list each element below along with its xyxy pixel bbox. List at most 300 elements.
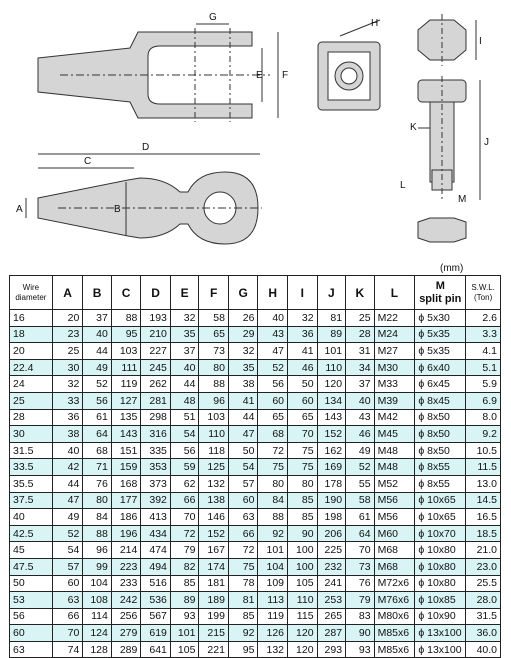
- table-cell: 46: [346, 426, 375, 443]
- dim-label-a: A: [16, 204, 23, 215]
- fork-socket-view: [38, 24, 278, 122]
- table-cell: 36: [288, 326, 318, 343]
- column-header: K: [346, 276, 375, 310]
- table-cell: 9.2: [466, 426, 501, 443]
- table-cell: 190: [317, 492, 346, 509]
- table-cell: 48: [170, 392, 199, 409]
- table-cell: 47.5: [10, 558, 53, 575]
- table-cell: 32: [228, 343, 258, 360]
- pin-view: [418, 14, 480, 242]
- table-row: [10, 608, 501, 625]
- table-cell: 100: [288, 558, 318, 575]
- table-cell: M68: [374, 542, 415, 559]
- table-cell: 124: [83, 625, 112, 642]
- table-cell: 641: [141, 641, 171, 658]
- table-cell: 104: [83, 575, 112, 592]
- table-row: [10, 592, 501, 609]
- table-cell: 40: [10, 509, 53, 526]
- table-cell: 85: [228, 608, 258, 625]
- table-cell: 25: [52, 343, 83, 360]
- table-row: [10, 326, 501, 343]
- table-cell: 373: [141, 475, 171, 492]
- table-cell: 33: [52, 392, 83, 409]
- table-cell: 66: [170, 492, 199, 509]
- dim-label-m: M: [458, 194, 467, 205]
- table-cell: 265: [317, 608, 346, 625]
- table-cell: M72x6: [374, 575, 415, 592]
- table-cell: 5.9: [466, 376, 501, 393]
- dim-label-b: B: [114, 204, 121, 215]
- table-cell: 80: [288, 475, 318, 492]
- column-header: C: [111, 276, 141, 310]
- table-cell: 88: [258, 509, 288, 526]
- table-cell: 47: [228, 426, 258, 443]
- table-cell: 114: [83, 608, 112, 625]
- table-cell: 105: [170, 641, 199, 658]
- table-cell: 8.0: [466, 409, 501, 426]
- table-cell: M76x6: [374, 592, 415, 609]
- table-cell: 413: [141, 509, 171, 526]
- table-cell: 40: [346, 392, 375, 409]
- table-cell: 66: [228, 525, 258, 542]
- table-cell: 335: [141, 442, 171, 459]
- table-cell: M85x6: [374, 625, 415, 642]
- table-cell: 68: [258, 426, 288, 443]
- table-row: [10, 542, 501, 559]
- table-cell: 143: [111, 426, 141, 443]
- table-cell: ϕ 10x80: [415, 558, 466, 575]
- table-cell: 159: [111, 459, 141, 476]
- dim-label-k: K: [410, 122, 417, 133]
- table-row: [10, 376, 501, 393]
- table-cell: 37.5: [10, 492, 53, 509]
- table-row: [10, 492, 501, 509]
- table-cell: 95: [228, 641, 258, 658]
- column-header: D: [141, 276, 171, 310]
- table-cell: 47: [258, 343, 288, 360]
- table-cell: 353: [141, 459, 171, 476]
- table-cell: 61: [346, 509, 375, 526]
- table-cell: M56: [374, 509, 415, 526]
- table-cell: 103: [199, 409, 229, 426]
- table-cell: 49: [83, 359, 112, 376]
- table-cell: 73: [199, 343, 229, 360]
- table-cell: ϕ 8x45: [415, 392, 466, 409]
- column-header: S.W.L. (Ton): [466, 276, 501, 310]
- table-cell: 167: [199, 542, 229, 559]
- table-cell: 40: [170, 359, 199, 376]
- table-cell: 80: [83, 492, 112, 509]
- table-cell: M56: [374, 492, 415, 509]
- table-cell: 298: [141, 409, 171, 426]
- table-cell: 70: [346, 542, 375, 559]
- table-cell: 206: [317, 525, 346, 542]
- table-cell: ϕ 8x50: [415, 426, 466, 443]
- table-cell: 3.3: [466, 326, 501, 343]
- table-cell: 174: [199, 558, 229, 575]
- table-cell: 58: [199, 310, 229, 327]
- table-cell: 242: [111, 592, 141, 609]
- table-row: [10, 459, 501, 476]
- table-cell: 434: [141, 525, 171, 542]
- specification-table: [9, 275, 501, 658]
- table-cell: 169: [317, 459, 346, 476]
- table-cell: 189: [199, 592, 229, 609]
- table-cell: 31: [346, 343, 375, 360]
- dim-label-d: D: [142, 142, 150, 153]
- table-row: [10, 525, 501, 542]
- dim-label-c: C: [84, 156, 92, 167]
- technical-drawing: [0, 0, 511, 262]
- column-header: I: [288, 276, 318, 310]
- table-cell: ϕ 8x50: [415, 442, 466, 459]
- table-cell: 68: [83, 442, 112, 459]
- table-cell: 60: [228, 492, 258, 509]
- table-row: [10, 558, 501, 575]
- table-cell: 85: [170, 575, 199, 592]
- table-cell: 32: [52, 376, 83, 393]
- table-cell: 61: [83, 409, 112, 426]
- table-cell: 223: [111, 558, 141, 575]
- table-cell: 85: [288, 509, 318, 526]
- table-cell: 35: [170, 326, 199, 343]
- table-cell: 64: [346, 525, 375, 542]
- table-cell: 55: [346, 475, 375, 492]
- table-cell: 198: [317, 509, 346, 526]
- table-cell: 66: [52, 608, 83, 625]
- table-cell: 178: [317, 475, 346, 492]
- table-cell: 127: [111, 392, 141, 409]
- table-cell: 49: [52, 509, 83, 526]
- table-cell: 38: [228, 376, 258, 393]
- column-header: E: [170, 276, 199, 310]
- table-cell: 232: [317, 558, 346, 575]
- table-cell: 33.5: [10, 459, 53, 476]
- table-cell: 5.1: [466, 359, 501, 376]
- table-cell: 36.0: [466, 625, 501, 642]
- table-cell: 177: [111, 492, 141, 509]
- table-cell: 44: [228, 409, 258, 426]
- table-cell: 199: [199, 608, 229, 625]
- table-cell: 221: [199, 641, 229, 658]
- column-header: A: [52, 276, 83, 310]
- table-cell: 567: [141, 608, 171, 625]
- table-cell: 43: [258, 326, 288, 343]
- table-cell: 51: [170, 409, 199, 426]
- table-cell: 101: [170, 625, 199, 642]
- table-cell: 89: [317, 326, 346, 343]
- table-cell: M27: [374, 343, 415, 360]
- table-cell: 168: [111, 475, 141, 492]
- table-cell: ϕ 10x85: [415, 592, 466, 609]
- table-cell: 54: [170, 426, 199, 443]
- column-header: J: [317, 276, 346, 310]
- table-cell: 37: [83, 310, 112, 327]
- table-cell: 76: [83, 475, 112, 492]
- table-cell: 105: [288, 575, 318, 592]
- table-cell: 316: [141, 426, 171, 443]
- table-cell: M80x6: [374, 608, 415, 625]
- table-cell: 40: [83, 326, 112, 343]
- table-cell: 58: [346, 492, 375, 509]
- column-header: L: [374, 276, 415, 310]
- table-row: [10, 392, 501, 409]
- table-cell: 22.4: [10, 359, 53, 376]
- table-cell: M42: [374, 409, 415, 426]
- table-cell: 103: [111, 343, 141, 360]
- table-row: [10, 575, 501, 592]
- table-cell: 31.5: [466, 608, 501, 625]
- table-cell: 31.5: [10, 442, 53, 459]
- table-cell: 43: [346, 409, 375, 426]
- table-row: [10, 359, 501, 376]
- dim-label-j: J: [484, 137, 489, 148]
- table-cell: M30: [374, 359, 415, 376]
- table-cell: 56: [10, 608, 53, 625]
- table-cell: 50: [10, 575, 53, 592]
- table-cell: 99: [83, 558, 112, 575]
- table-cell: 83: [346, 608, 375, 625]
- table-cell: 128: [83, 641, 112, 658]
- table-cell: 115: [288, 608, 318, 625]
- table-cell: 474: [141, 542, 171, 559]
- table-cell: 88: [199, 376, 229, 393]
- table-cell: 125: [199, 459, 229, 476]
- table-cell: ϕ 8x55: [415, 459, 466, 476]
- table-cell: 186: [111, 509, 141, 526]
- table-cell: 281: [141, 392, 171, 409]
- table-cell: 14.5: [466, 492, 501, 509]
- table-cell: 132: [199, 475, 229, 492]
- table-cell: 152: [199, 525, 229, 542]
- table-cell: 138: [199, 492, 229, 509]
- table-cell: 45: [10, 542, 53, 559]
- table-cell: 119: [258, 608, 288, 625]
- table-cell: M85x6: [374, 641, 415, 658]
- table-cell: 75: [288, 442, 318, 459]
- table-cell: ϕ 10x80: [415, 542, 466, 559]
- table-cell: 113: [258, 592, 288, 609]
- table-cell: 92: [228, 625, 258, 642]
- dim-label-i: I: [479, 36, 482, 47]
- table-cell: 50: [228, 442, 258, 459]
- table-cell: ϕ 10x70: [415, 525, 466, 542]
- table-cell: 20: [10, 343, 53, 360]
- table-cell: 35: [228, 359, 258, 376]
- table-cell: ϕ 6x40: [415, 359, 466, 376]
- table-cell: 134: [317, 392, 346, 409]
- table-cell: ϕ 6x45: [415, 376, 466, 393]
- table-cell: M39: [374, 392, 415, 409]
- table-cell: ϕ 10x80: [415, 575, 466, 592]
- table-cell: 49: [346, 442, 375, 459]
- table-cell: 52: [52, 525, 83, 542]
- table-cell: 26: [228, 310, 258, 327]
- table-cell: 70: [170, 509, 199, 526]
- table-cell: 10.5: [466, 442, 501, 459]
- table-cell: 41: [288, 343, 318, 360]
- table-cell: 89: [170, 592, 199, 609]
- table-cell: 52: [83, 376, 112, 393]
- table-cell: 60: [258, 392, 288, 409]
- table-cell: ϕ 13x100: [415, 625, 466, 642]
- table-cell: 40: [258, 310, 288, 327]
- table-cell: 59: [170, 459, 199, 476]
- table-cell: 37: [346, 376, 375, 393]
- table-cell: 104: [258, 558, 288, 575]
- table-cell: 96: [199, 392, 229, 409]
- table-cell: 95: [111, 326, 141, 343]
- table-cell: 60: [10, 625, 53, 642]
- table-cell: 42.5: [10, 525, 53, 542]
- table-cell: 4.1: [466, 343, 501, 360]
- table-cell: 32: [288, 310, 318, 327]
- table-cell: ϕ 10x90: [415, 608, 466, 625]
- table-cell: 75: [258, 459, 288, 476]
- table-cell: 392: [141, 492, 171, 509]
- table-cell: 56: [258, 376, 288, 393]
- table-cell: 214: [111, 542, 141, 559]
- table-cell: 88: [111, 310, 141, 327]
- table-cell: 41: [228, 392, 258, 409]
- table-row: [10, 426, 501, 443]
- table-cell: 225: [317, 542, 346, 559]
- table-cell: 34: [346, 359, 375, 376]
- table-cell: ϕ 10x65: [415, 492, 466, 509]
- table-row: [10, 475, 501, 492]
- table-cell: 110: [199, 426, 229, 443]
- table-cell: 151: [111, 442, 141, 459]
- table-cell: 63: [10, 641, 53, 658]
- table-cell: 54: [52, 542, 83, 559]
- table-cell: 65: [288, 409, 318, 426]
- table-cell: 516: [141, 575, 171, 592]
- table-row: [10, 409, 501, 426]
- table-cell: 44: [170, 376, 199, 393]
- column-header: F: [199, 276, 229, 310]
- table-cell: 120: [288, 625, 318, 642]
- column-header: G: [228, 276, 258, 310]
- table-cell: 56: [170, 442, 199, 459]
- table-cell: 23.0: [466, 558, 501, 575]
- table-cell: 233: [111, 575, 141, 592]
- table-cell: 152: [317, 426, 346, 443]
- table-row: [10, 343, 501, 360]
- table-cell: 253: [317, 592, 346, 609]
- table-cell: ϕ 8x55: [415, 475, 466, 492]
- table-cell: 536: [141, 592, 171, 609]
- table-cell: 132: [258, 641, 288, 658]
- table-cell: 162: [317, 442, 346, 459]
- table-cell: 30: [52, 359, 83, 376]
- table-cell: 28: [10, 409, 53, 426]
- table-cell: 54: [228, 459, 258, 476]
- table-header-row: [10, 276, 501, 310]
- table-cell: 193: [141, 310, 171, 327]
- table-cell: 65: [199, 326, 229, 343]
- table-cell: 84: [258, 492, 288, 509]
- table-cell: 256: [111, 608, 141, 625]
- table-cell: 85: [288, 492, 318, 509]
- table-cell: 494: [141, 558, 171, 575]
- table-cell: 6.9: [466, 392, 501, 409]
- table-cell: 35.5: [10, 475, 53, 492]
- table-cell: 76: [346, 575, 375, 592]
- table-row: [10, 442, 501, 459]
- table-body: [10, 310, 501, 658]
- table-cell: 245: [141, 359, 171, 376]
- table-cell: 73: [346, 558, 375, 575]
- table-cell: 109: [258, 575, 288, 592]
- table-cell: 37: [170, 343, 199, 360]
- table-cell: 72: [258, 442, 288, 459]
- table-cell: 119: [111, 376, 141, 393]
- table-cell: 16.5: [466, 509, 501, 526]
- dim-label-e: E: [256, 70, 263, 81]
- table-cell: 619: [141, 625, 171, 642]
- table-cell: 13.0: [466, 475, 501, 492]
- table-cell: 21.0: [466, 542, 501, 559]
- table-cell: M60: [374, 525, 415, 542]
- table-cell: 2.6: [466, 310, 501, 327]
- table-cell: 16: [10, 310, 53, 327]
- table-cell: 262: [141, 376, 171, 393]
- table-row: [10, 509, 501, 526]
- table-cell: 72: [228, 542, 258, 559]
- table-cell: 46: [288, 359, 318, 376]
- table-cell: 79: [346, 592, 375, 609]
- dim-label-g: G: [209, 12, 217, 23]
- table-cell: 101: [317, 343, 346, 360]
- unit-label: (mm): [440, 263, 464, 274]
- table-cell: 181: [199, 575, 229, 592]
- table-cell: 63: [228, 509, 258, 526]
- table-cell: 196: [111, 525, 141, 542]
- table-cell: 64: [83, 426, 112, 443]
- table-cell: 143: [317, 409, 346, 426]
- table-cell: 75: [288, 459, 318, 476]
- table-cell: ϕ 13x100: [415, 641, 466, 658]
- table-cell: 57: [52, 558, 83, 575]
- table-row: [10, 625, 501, 642]
- table-cell: 29: [228, 326, 258, 343]
- table-cell: M24: [374, 326, 415, 343]
- dim-label-f: F: [282, 70, 289, 81]
- table-cell: 90: [288, 525, 318, 542]
- table-cell: 120: [288, 641, 318, 658]
- table-cell: 38: [52, 426, 83, 443]
- table-cell: 32: [170, 310, 199, 327]
- table-cell: 80: [258, 475, 288, 492]
- column-header: H: [258, 276, 288, 310]
- table-cell: 50: [288, 376, 318, 393]
- column-header: B: [83, 276, 112, 310]
- table-cell: 63: [52, 592, 83, 609]
- table-cell: 81: [317, 310, 346, 327]
- table-cell: ϕ 5x35: [415, 326, 466, 343]
- table-cell: 25: [346, 310, 375, 327]
- table-cell: 241: [317, 575, 346, 592]
- table-cell: 92: [258, 525, 288, 542]
- table-cell: 93: [170, 608, 199, 625]
- table-cell: 23: [52, 326, 83, 343]
- table-cell: 60: [288, 392, 318, 409]
- table-cell: 40.0: [466, 641, 501, 658]
- table-cell: 289: [111, 641, 141, 658]
- table-cell: 227: [141, 343, 171, 360]
- table-cell: 80: [199, 359, 229, 376]
- table-cell: 96: [83, 542, 112, 559]
